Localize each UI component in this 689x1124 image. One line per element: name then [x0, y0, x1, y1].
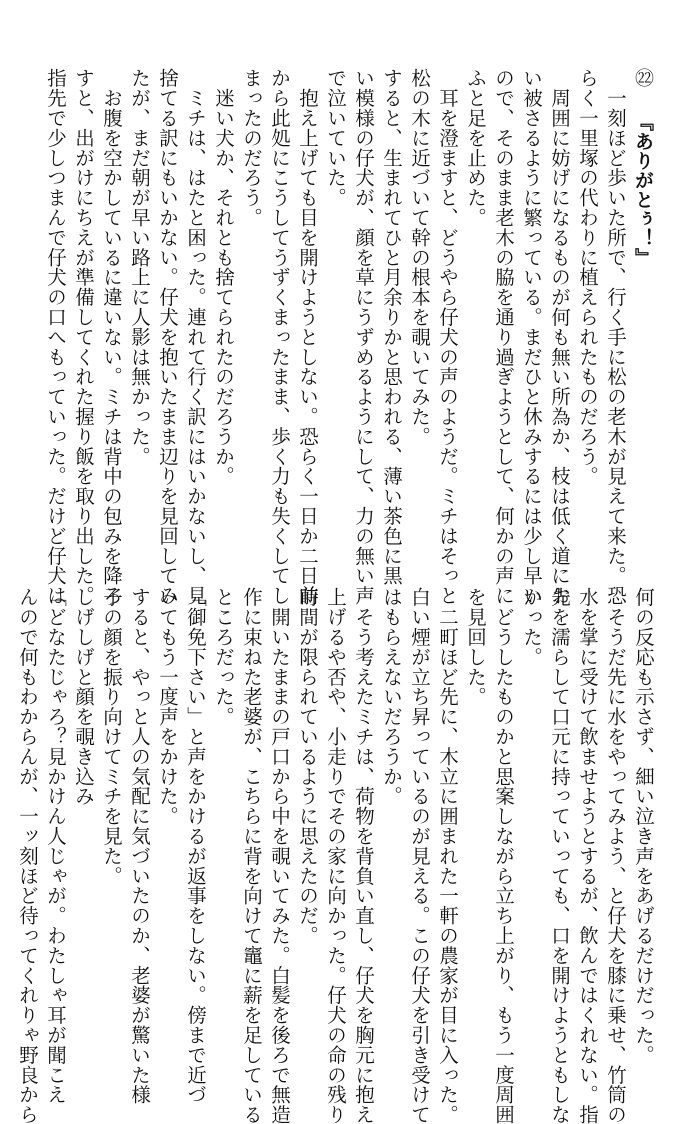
text-line: そう考えたミチは、荷物を背負い直し、仔犬を胸元に抱え [352, 587, 375, 1124]
upper-text-block [27, 68, 657, 606]
text-line: い模様の仔犬が、顔を草にうずめるようにして、力の無い声 [352, 68, 375, 606]
text-line: いてもう一度声をかけた。 [156, 587, 179, 826]
text-line: 迷い犬か、それとも捨てられたのだろうか。 [212, 68, 235, 486]
text-line: ミチは、はたと困った。連れて行く訳にはいかないし、見 [184, 68, 207, 606]
text-line: 子の顔を振り向けてミチを見た。 [100, 587, 123, 886]
text-line: い被さるように繁っている。まだひと休みするには少し早い [520, 68, 543, 606]
text-line: 「どなたじゃろ？見かけん人じゃが。わたしゃ耳が聞こえ [44, 587, 67, 1105]
chapter-number: ㉒ [632, 68, 654, 88]
text-line: ので、そのまま老木の脇を通り過ぎようとして、何かの声に [492, 68, 515, 606]
text-line: で泣いていた。 [324, 68, 347, 208]
text-line: はもらえないだろうか。 [380, 587, 403, 806]
text-line: 一刻ほど歩いた所で、行く手に松の老木が見えて来た。恐 [604, 68, 627, 606]
text-line: んので何もわからんが、一ッ刻ほど待ってくれりゃ野良から [16, 587, 39, 1124]
text-line: そうだ先に水をやってみよう、と仔犬を膝に乗せ、竹筒の [604, 587, 627, 1124]
text-line: まったのだろう。 [240, 68, 263, 228]
text-line: 時間が限られているように思えたのだ。 [296, 587, 319, 946]
text-line: しげしげと顔を覗き込み [72, 587, 95, 806]
text-line: すと、出がけにちえが準備してくれた握り飯を取り出した。 [72, 68, 95, 606]
text-line: すると、やっと人の気配に気づいたのか、老婆が驚いた様 [128, 587, 151, 1105]
text-line: 耳を澄ますと、どうやら仔犬の声のようだ。ミチはそっと [436, 68, 459, 606]
text-line: 周囲に妨げになるものが何も無い所為か、枝は低く道にお [548, 68, 571, 606]
text-line: 白い煙が立ち昇っているのが見える。この仔犬を引き受けて [408, 587, 431, 1124]
text-line: ところだった。 [212, 587, 235, 727]
text-line: 何の反応も示さず、細い泣き声をあげるだけだった。 [632, 587, 655, 1065]
text-line: らく一里塚の代わりに植えられたものだろう。 [576, 68, 599, 486]
text-line: 松の木に近づいて幹の根本を覗いてみた。 [408, 68, 431, 447]
text-line: ふと足を止めた。 [464, 68, 487, 228]
text-line: 抱え上げても目を開けようとしない。恐らく一日か二日前 [296, 68, 319, 606]
text-line: を見回した。 [464, 587, 487, 707]
text-line: 捨てる訳にもいかない。仔犬を抱いたまま辺りを見回してみ [156, 68, 179, 606]
text-line: から此処にこうしてうずくまったまま、歩く力も失くしてし [268, 68, 291, 606]
text-line: すると、生まれてひと月余りかと思われる、薄い茶色に黒 [380, 68, 403, 586]
text-line: 開いたままの戸口から中を覗いてみた。白髪を後ろで無造 [268, 587, 291, 1124]
text-line: かった。 [520, 587, 543, 667]
text-line: 先を濡らして口元に持っていっても、口を開けようともしな [548, 587, 571, 1124]
text-line: 「御免下さい」と声をかけるが返事をしない。傍まで近づ [184, 587, 207, 1105]
chapter-title: 『ありがとぅ！』 [632, 112, 654, 268]
text-line: 二町ほど先に、木立に囲まれた一軒の農家が目に入った。 [436, 587, 459, 1124]
lower-text-block [16, 587, 657, 1124]
chapter-heading [629, 68, 657, 556]
text-line: 指先で少しつまんで仔犬の口へもっていった。だけど仔犬は [44, 68, 67, 606]
text-line: 水を掌に受けて飲ませようとするが、飲んではくれない。指 [576, 587, 599, 1124]
text-line: 作に束ねた老婆が、こちらに背を向けて竈に薪を足している [240, 587, 263, 1124]
text-line: どうしたものかと思案しながら立ち上がり、もう一度周囲 [492, 587, 515, 1124]
text-line: 上げるや否や、小走りでその家に向かった。仔犬の命の残り [324, 587, 347, 1124]
text-line: たが、まだ朝が早い路上に人影は無かった。 [128, 68, 151, 466]
text-line: お腹を空かしているに違いない。ミチは背中の包みを降ろ [100, 68, 123, 606]
